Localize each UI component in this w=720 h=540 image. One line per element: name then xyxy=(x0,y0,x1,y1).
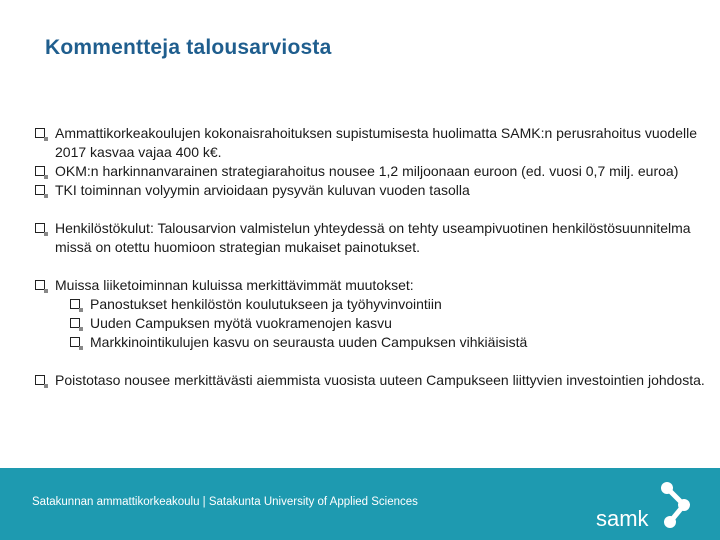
checkbox-bullet-icon xyxy=(35,166,45,176)
sub-bullet-item xyxy=(69,333,718,352)
bullet-group-depreciation xyxy=(34,371,718,390)
checkbox-bullet-icon xyxy=(35,223,45,233)
bullet-text: Ammattikorkeakoulujen kokonaisrahoituksen supistumisesta huolimatta SAMK:n perusrahoitus vuodelle 2017 kasvaa vajaa 400 k€. xyxy=(55,125,697,160)
bullet-group-personnel xyxy=(34,219,718,257)
bullet-group-funding xyxy=(34,124,718,200)
sub-bullet-text: Panostukset henkilöstön koulutukseen ja työhyvinvointiin xyxy=(90,296,442,312)
bullet-text: OKM:n harkinnanvarainen strategiarahoitus nousee 1,2 miljoonaan euroon (ed. vuosi 0,7 milj. euroa) xyxy=(55,163,679,179)
checkbox-bullet-icon xyxy=(35,375,45,385)
bullet-text: Muissa liiketoiminnan kuluissa merkittävimmät muutokset: xyxy=(55,277,414,293)
checkbox-bullet-icon xyxy=(35,128,45,138)
sub-bullet-text: Markkinointikulujen kasvu on seurausta uuden Campuksen vihkiäisistä xyxy=(90,334,528,350)
samk-logo xyxy=(594,476,704,536)
bullet-item xyxy=(34,162,718,181)
checkbox-bullet-icon xyxy=(70,318,80,328)
bullet-text: Poistotaso nousee merkittävästi aiemmista vuosista uuteen Campukseen liittyvien investointien johdosta. xyxy=(55,372,705,388)
sub-bullet-text: Uuden Campuksen myötä vuokramenojen kasvu xyxy=(90,315,392,331)
checkbox-bullet-icon xyxy=(35,280,45,290)
checkbox-bullet-icon xyxy=(70,337,80,347)
bullet-item xyxy=(34,276,718,295)
slide-content xyxy=(34,124,718,409)
bullet-item xyxy=(34,181,718,200)
checkbox-bullet-icon xyxy=(70,299,80,309)
bullet-item xyxy=(34,219,718,257)
logo-wordmark: samk xyxy=(596,506,649,531)
bullet-item xyxy=(34,371,718,390)
sub-bullet-item xyxy=(69,314,718,333)
bullet-item xyxy=(34,124,718,162)
bullet-text: TKI toiminnan volyymin arvioidaan pysyvän kuluvan vuoden tasolla xyxy=(55,182,470,198)
checkbox-bullet-icon xyxy=(35,185,45,195)
bullet-group-other-costs xyxy=(34,276,718,352)
slide-title: Kommentteja talousarviosta xyxy=(45,36,332,59)
bullet-text: Henkilöstökulut: Talousarvion valmistelun yhteydessä on tehty useampivuotinen henkilöstösuunnitelma missä on otettu huomioon strategian mukaiset painotukset. xyxy=(55,220,691,255)
sub-bullet-item xyxy=(69,295,718,314)
footer-text: Satakunnan ammattikorkeakoulu | Satakunta University of Applied Sciences xyxy=(32,496,418,508)
